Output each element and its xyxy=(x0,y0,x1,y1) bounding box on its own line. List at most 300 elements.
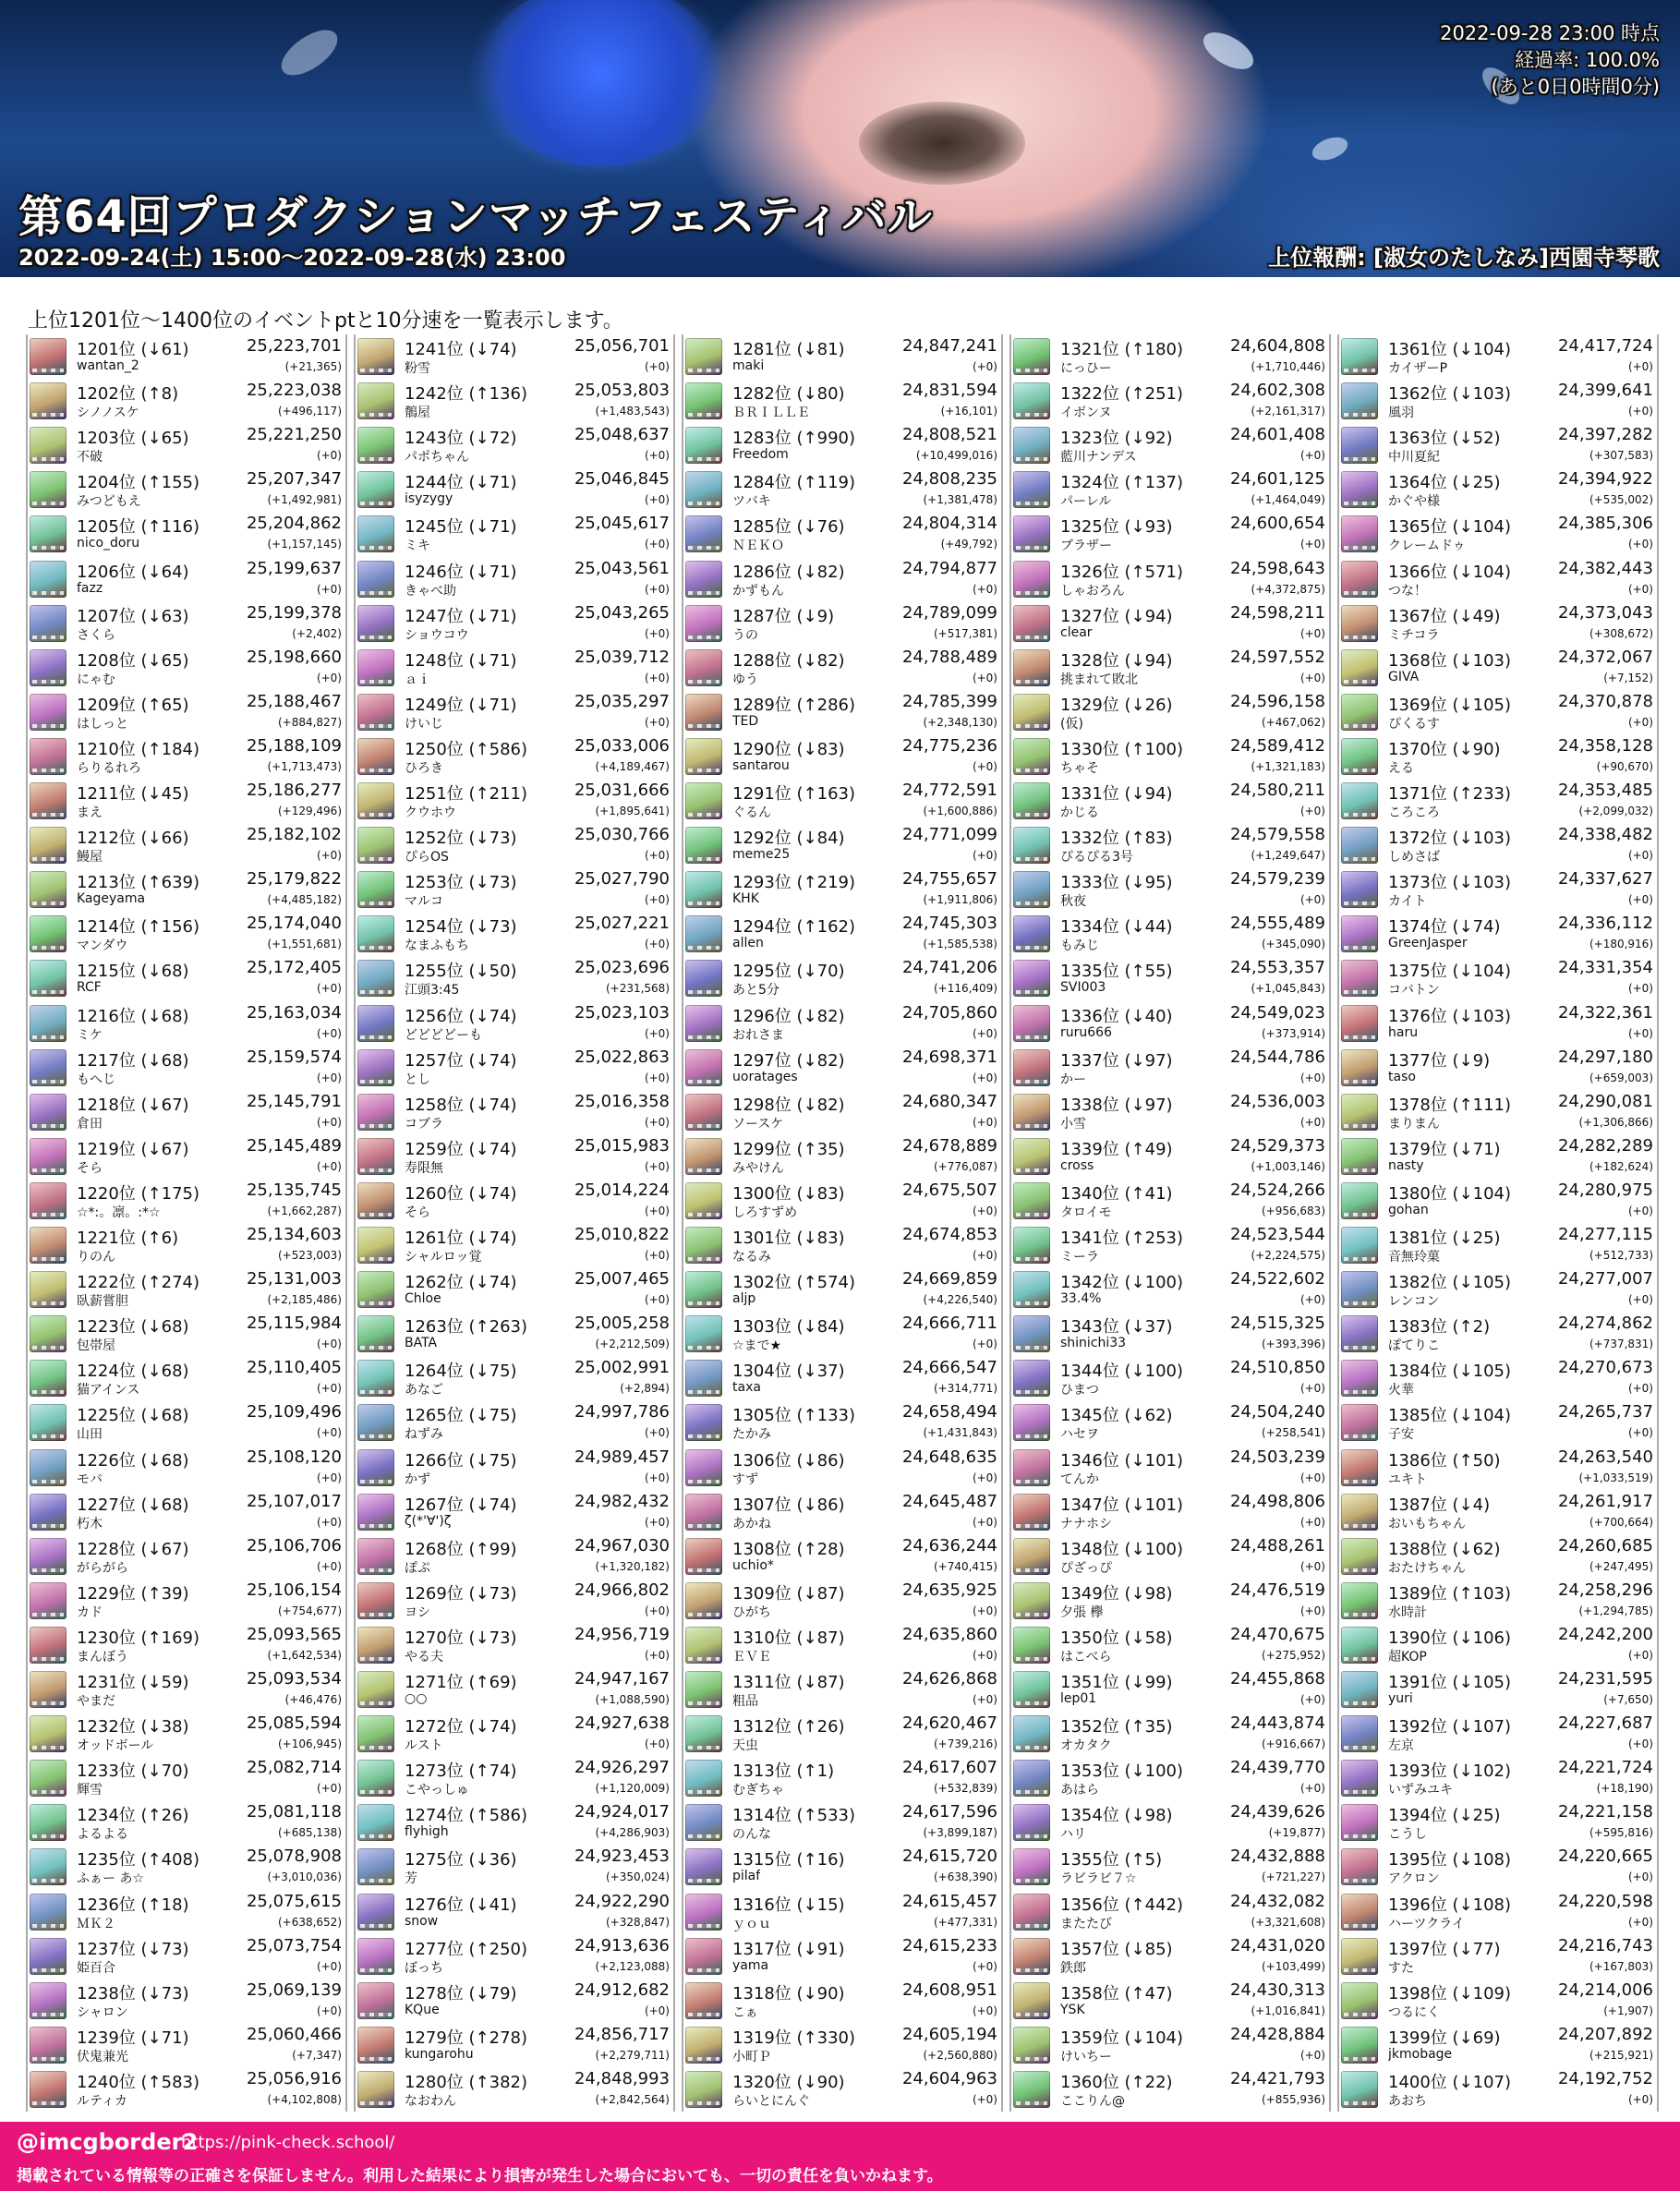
idol-avatar xyxy=(685,915,722,952)
rank-entry xyxy=(1011,1046,1329,1090)
idol-avatar xyxy=(357,1760,394,1797)
rank-label: 1292位 (↓84) xyxy=(732,829,845,849)
idol-avatar xyxy=(1341,915,1378,952)
idol-avatar xyxy=(30,827,66,864)
idol-avatar xyxy=(1013,1982,1050,2019)
producer-name: パーレル xyxy=(1060,494,1112,510)
rank-label: 1228位 (↓67) xyxy=(77,1539,189,1559)
rank-entry xyxy=(28,912,345,956)
points-delta: (+0) xyxy=(316,1071,342,1084)
rank-label: 1361位 (↓104) xyxy=(1388,340,1512,359)
rank-label: 1329位 (↓26) xyxy=(1060,695,1173,715)
event-points: 24,439,770 xyxy=(1229,1758,1325,1778)
idol-avatar xyxy=(685,827,722,864)
event-points: 24,503,239 xyxy=(1229,1447,1325,1467)
points-delta: (+0) xyxy=(644,715,670,729)
producer-name: cross xyxy=(1060,1157,1094,1173)
rank-entry xyxy=(28,1712,345,1756)
rank-label: 1382位 (↓105) xyxy=(1388,1273,1512,1293)
idol-avatar xyxy=(1341,649,1378,686)
idol-avatar xyxy=(357,915,394,952)
idol-avatar xyxy=(30,1404,66,1441)
producer-name: 芳 xyxy=(405,1871,417,1887)
rank-label: 1272位 (↓74) xyxy=(405,1717,517,1737)
points-delta: (+0) xyxy=(1627,2092,1653,2106)
producer-name: 朽木 xyxy=(77,1516,103,1531)
rank-label: 1335位 (↑55) xyxy=(1060,962,1173,982)
event-points: 24,322,361 xyxy=(1557,1002,1653,1023)
event-points: 24,636,244 xyxy=(901,1535,997,1555)
rank-label: 1204位 (↑155) xyxy=(77,473,200,493)
rank-entry xyxy=(356,601,673,646)
idol-avatar xyxy=(1341,1894,1378,1931)
points-delta: (+0) xyxy=(972,1515,997,1529)
points-delta: (+0) xyxy=(644,1471,670,1484)
points-delta: (+0) xyxy=(1627,715,1653,729)
event-points: 25,145,489 xyxy=(246,1135,342,1156)
producer-name: 包帯屋 xyxy=(77,1338,115,1354)
rank-entry xyxy=(1011,379,1329,423)
idol-avatar xyxy=(1013,382,1050,419)
rank-label: 1351位 (↓99) xyxy=(1060,1673,1173,1692)
idol-avatar xyxy=(357,1715,394,1752)
rank-label: 1357位 (↓85) xyxy=(1060,1939,1173,1959)
idol-avatar xyxy=(357,1538,394,1575)
idol-avatar xyxy=(1341,338,1378,375)
rank-label: 1226位 (↓68) xyxy=(77,1450,189,1471)
idol-avatar xyxy=(1013,1938,1050,1975)
idol-avatar xyxy=(357,1360,394,1397)
rank-entry xyxy=(683,1756,1001,1800)
rank-entry xyxy=(356,1490,673,1534)
points-delta: (+0) xyxy=(316,1382,342,1396)
rank-entry xyxy=(1011,1534,1329,1579)
producer-name: 山田 xyxy=(77,1427,103,1443)
event-points: 24,421,793 xyxy=(1229,2068,1325,2088)
account-handle[interactable]: @imcgborder2 xyxy=(17,2129,199,2155)
rank-entry xyxy=(1011,1934,1329,1979)
rank-label: 1273位 (↑74) xyxy=(405,1761,517,1782)
producer-name: 鶺屋 xyxy=(405,406,430,421)
producer-name: 秋夜 xyxy=(1060,894,1086,910)
event-points: 25,199,637 xyxy=(246,558,342,578)
disclaimer: 掲載されている情報等の正確さを保証しません。利用した結果により損害が発生した場合においても、一切の責任を負いかねます。 xyxy=(17,2167,943,2185)
rank-label: 1318位 (↓90) xyxy=(732,1983,845,2003)
points-delta: (+0) xyxy=(316,1959,342,1973)
points-delta: (+4,372,875) xyxy=(1251,582,1325,596)
points-delta: (+0) xyxy=(644,626,670,640)
rank-entry xyxy=(1339,1267,1657,1312)
idol-avatar xyxy=(1013,1538,1050,1575)
idol-avatar xyxy=(357,1671,394,1708)
rank-entry xyxy=(683,1934,1001,1979)
rank-entry xyxy=(28,423,345,467)
idol-avatar xyxy=(30,1671,66,1708)
rank-entry xyxy=(1011,1400,1329,1445)
idol-avatar xyxy=(357,427,394,464)
producer-name: そら xyxy=(77,1160,103,1176)
points-delta: (+0) xyxy=(1299,1515,1325,1529)
idol-avatar xyxy=(685,782,722,819)
event-points: 24,270,673 xyxy=(1557,1358,1653,1378)
rank-label: 1390位 (↓106) xyxy=(1388,1628,1512,1648)
idol-avatar xyxy=(1013,871,1050,908)
rank-entry xyxy=(683,1446,1001,1490)
idol-avatar xyxy=(357,1049,394,1086)
character-eye-illustration xyxy=(859,102,1025,185)
idol-avatar xyxy=(30,427,66,464)
points-delta: (+3,010,036) xyxy=(267,1870,342,1884)
idol-avatar xyxy=(685,649,722,686)
idol-avatar xyxy=(30,782,66,819)
points-delta: (+595,816) xyxy=(1589,1826,1653,1840)
points-delta: (+373,914) xyxy=(1261,1026,1325,1040)
rank-label: 1288位 (↓82) xyxy=(732,650,845,671)
producer-name: もみじ xyxy=(1060,938,1099,954)
rank-entry xyxy=(1011,1090,1329,1134)
rank-entry xyxy=(356,467,673,512)
points-delta: (+4,102,808) xyxy=(267,2092,342,2106)
site-link[interactable]: https://pink-check.school/ xyxy=(181,2133,395,2152)
event-points: 25,186,277 xyxy=(246,781,342,800)
producer-name: ショウコウ xyxy=(405,627,469,643)
rank-label: 1244位 (↓71) xyxy=(405,473,517,493)
points-delta: (+638,652) xyxy=(277,1915,342,1929)
producer-name: ぼっち xyxy=(405,1960,443,1976)
rank-label: 1339位 (↑49) xyxy=(1060,1139,1173,1159)
rank-entry xyxy=(683,1623,1001,1667)
rank-label: 1389位 (↑103) xyxy=(1388,1583,1512,1604)
idol-avatar xyxy=(685,1938,722,1975)
rank-label: 1240位 (↑583) xyxy=(77,2072,200,2092)
producer-name: はこべら xyxy=(1060,1649,1112,1664)
producer-name: ζ(*'∀')ζ xyxy=(405,1513,452,1529)
idol-avatar xyxy=(357,515,394,552)
idol-avatar xyxy=(1013,1627,1050,1664)
rank-entry xyxy=(1339,512,1657,556)
points-delta: (+0) xyxy=(1627,1648,1653,1662)
points-delta: (+1,600,886) xyxy=(923,805,997,817)
rank-label: 1364位 (↓25) xyxy=(1388,473,1501,493)
event-points: 24,775,236 xyxy=(901,735,997,756)
points-delta: (+0) xyxy=(1627,982,1653,996)
rank-entry xyxy=(356,1090,673,1134)
rank-label: 1245位 (↓71) xyxy=(405,517,517,538)
event-points: 24,280,975 xyxy=(1557,1180,1653,1200)
event-points: 24,432,082 xyxy=(1229,1891,1325,1911)
rank-entry xyxy=(1339,1490,1657,1534)
event-points: 24,337,627 xyxy=(1557,869,1653,890)
rank-entry xyxy=(1011,1134,1329,1179)
rank-entry xyxy=(356,646,673,690)
event-points: 24,277,115 xyxy=(1557,1225,1653,1244)
event-points: 24,580,211 xyxy=(1229,781,1325,800)
idol-avatar xyxy=(1013,338,1050,375)
points-delta: (+18,190) xyxy=(1596,1782,1653,1796)
rank-column xyxy=(26,334,347,2112)
producer-name: ぽぷ xyxy=(405,1560,430,1576)
producer-name: ツバキ xyxy=(732,494,771,510)
points-delta: (+0) xyxy=(644,1515,670,1529)
producer-name: ☆*:。凛。:*☆ xyxy=(77,1204,161,1220)
rank-label: 1352位 (↑35) xyxy=(1060,1717,1173,1737)
points-delta: (+0) xyxy=(972,1471,997,1484)
event-points: 25,033,006 xyxy=(574,735,670,756)
event-points: 24,498,806 xyxy=(1229,1491,1325,1511)
event-points: 24,785,399 xyxy=(901,691,997,711)
rank-label: 1392位 (↓107) xyxy=(1388,1717,1512,1737)
idol-avatar xyxy=(1013,1760,1050,1797)
idol-avatar xyxy=(357,1449,394,1486)
event-title: 第64回プロダクションマッチフェスティバル xyxy=(18,191,933,243)
rank-entry xyxy=(1339,1667,1657,1712)
event-points: 24,549,023 xyxy=(1229,1002,1325,1023)
event-points: 24,755,657 xyxy=(901,869,997,890)
rank-label: 1312位 (↑26) xyxy=(732,1717,845,1737)
rank-label: 1313位 (↑1) xyxy=(732,1761,835,1782)
producer-name: 子安 xyxy=(1388,1427,1414,1443)
idol-avatar xyxy=(1013,1894,1050,1931)
points-delta: (+2,894) xyxy=(620,1382,670,1396)
event-points: 25,085,594 xyxy=(246,1713,342,1734)
event-points: 25,207,347 xyxy=(246,469,342,490)
idol-avatar xyxy=(357,1627,394,1664)
points-delta: (+1,381,478) xyxy=(923,493,997,507)
rank-entry xyxy=(356,1623,673,1667)
event-points: 24,912,682 xyxy=(574,1979,670,2000)
idol-avatar xyxy=(1341,1848,1378,1885)
idol-avatar xyxy=(357,694,394,731)
rank-label: 1238位 (↓73) xyxy=(77,1983,189,2003)
idol-avatar xyxy=(1341,1938,1378,1975)
rank-label: 1320位 (↓90) xyxy=(732,2072,845,2092)
rank-entry xyxy=(356,1223,673,1267)
points-delta: (+1,911,806) xyxy=(923,893,997,907)
rank-label: 1300位 (↓83) xyxy=(732,1183,845,1204)
event-points: 25,014,224 xyxy=(574,1180,670,1200)
event-points: 25,056,701 xyxy=(574,336,670,356)
points-delta: (+0) xyxy=(972,1071,997,1084)
producer-name: ひろき xyxy=(405,760,443,776)
rank-entry xyxy=(1011,1356,1329,1400)
event-points: 24,648,635 xyxy=(901,1447,997,1467)
event-points: 24,476,519 xyxy=(1229,1580,1325,1600)
rank-label: 1380位 (↓104) xyxy=(1388,1183,1512,1204)
rank-entry xyxy=(1339,601,1657,646)
points-delta: (+0) xyxy=(1627,1382,1653,1396)
rank-label: 1321位 (↑180) xyxy=(1060,340,1184,359)
idol-avatar xyxy=(685,1848,722,1885)
rank-label: 1282位 (↓80) xyxy=(732,384,845,405)
rank-entry xyxy=(356,1934,673,1979)
rank-label: 1310位 (↓87) xyxy=(732,1628,845,1648)
idol-avatar xyxy=(1013,605,1050,642)
event-points: 24,635,860 xyxy=(901,1624,997,1644)
points-delta: (+0) xyxy=(972,2092,997,2106)
producer-name: 鉄郎 xyxy=(1060,1960,1086,1976)
idol-avatar xyxy=(1341,871,1378,908)
points-delta: (+685,138) xyxy=(277,1826,342,1840)
producer-name: ねずみ xyxy=(405,1427,443,1443)
idol-avatar xyxy=(685,1760,722,1797)
rank-label: 1261位 (↓74) xyxy=(405,1229,517,1248)
rank-entry xyxy=(1339,1223,1657,1267)
rank-entry xyxy=(1011,1623,1329,1667)
points-delta: (+4,286,903) xyxy=(595,1826,670,1840)
points-delta: (+0) xyxy=(316,1559,342,1573)
rank-entry xyxy=(683,334,1001,379)
event-points: 24,847,241 xyxy=(901,336,997,356)
rank-entry xyxy=(356,1712,673,1756)
producer-name: 挑まれて敗北 xyxy=(1060,672,1138,687)
rank-label: 1378位 (↑111) xyxy=(1388,1095,1512,1115)
rank-label: 1236位 (↑18) xyxy=(77,1894,189,1915)
points-delta: (+0) xyxy=(644,538,670,551)
points-delta: (+523,003) xyxy=(277,1249,342,1262)
idol-avatar xyxy=(685,1360,722,1397)
rank-label: 1398位 (↓109) xyxy=(1388,1983,1512,2003)
rank-label: 1306位 (↓86) xyxy=(732,1450,845,1471)
idol-avatar xyxy=(1013,694,1050,731)
rank-label: 1213位 (↑639) xyxy=(77,873,200,893)
rank-label: 1337位 (↓97) xyxy=(1060,1050,1173,1071)
event-points: 24,372,067 xyxy=(1557,647,1653,667)
rank-entry xyxy=(1011,1223,1329,1267)
rank-entry xyxy=(28,1979,345,2023)
rank-label: 1203位 (↓65) xyxy=(77,429,189,449)
event-points: 25,075,615 xyxy=(246,1891,342,1911)
points-delta: (+0) xyxy=(316,1026,342,1040)
producer-name: おれさま xyxy=(732,1027,784,1043)
producer-name: 天虫 xyxy=(732,1738,758,1754)
producer-name: なまふもち xyxy=(405,938,469,954)
producer-name: つるにく xyxy=(1388,2004,1440,2020)
points-delta: (+0) xyxy=(1299,1382,1325,1396)
rank-entry xyxy=(28,1090,345,1134)
rank-entry xyxy=(1339,2023,1657,2067)
idol-avatar xyxy=(30,1182,66,1219)
rank-label: 1346位 (↓101) xyxy=(1060,1450,1184,1471)
event-points: 24,927,638 xyxy=(574,1713,670,1734)
idol-avatar xyxy=(357,2071,394,2108)
event-points: 24,417,724 xyxy=(1557,336,1653,356)
idol-avatar xyxy=(685,338,722,375)
rank-entry xyxy=(1011,2023,1329,2067)
event-points: 25,188,109 xyxy=(246,735,342,756)
idol-avatar xyxy=(1013,1449,1050,1486)
idol-avatar xyxy=(357,827,394,864)
producer-name: KQue xyxy=(405,2002,440,2017)
producer-name: 臥薪嘗胆 xyxy=(77,1294,128,1310)
rank-entry xyxy=(1339,1356,1657,1400)
points-delta: (+1,320,182) xyxy=(595,1559,670,1573)
points-delta: (+1,294,785) xyxy=(1578,1604,1653,1617)
event-points: 25,035,297 xyxy=(574,691,670,711)
event-points: 24,265,737 xyxy=(1557,1402,1653,1422)
producer-name: マンダウ xyxy=(77,938,128,954)
rank-entry xyxy=(356,512,673,556)
points-delta: (+90,670) xyxy=(1596,759,1653,773)
producer-name: fazz xyxy=(77,580,103,596)
rank-entry xyxy=(1011,1845,1329,1889)
rank-label: 1323位 (↓92) xyxy=(1060,429,1173,449)
points-delta: (+116,409) xyxy=(933,982,997,996)
producer-name: ruru666 xyxy=(1060,1024,1112,1040)
points-delta: (+776,087) xyxy=(933,1159,997,1173)
points-delta: (+0) xyxy=(644,1648,670,1662)
points-delta: (+0) xyxy=(972,759,997,773)
event-points: 25,031,666 xyxy=(574,781,670,800)
producer-name: RCF xyxy=(77,980,102,996)
idol-avatar xyxy=(1013,1848,1050,1885)
rank-label: 1264位 (↓75) xyxy=(405,1362,517,1382)
rank-entry xyxy=(683,1223,1001,1267)
event-points: 24,924,017 xyxy=(574,1802,670,1822)
idol-avatar xyxy=(30,1582,66,1619)
idol-avatar xyxy=(30,1938,66,1975)
time-remaining: (あと0日0時間0分) xyxy=(1491,76,1660,98)
idol-avatar xyxy=(685,2027,722,2064)
event-points: 25,010,822 xyxy=(574,1225,670,1244)
producer-name: おいもちゃん xyxy=(1388,1516,1466,1531)
idol-avatar xyxy=(685,1315,722,1352)
producer-name: そら xyxy=(405,1204,430,1220)
rank-entry xyxy=(1339,779,1657,823)
points-delta: (+4,189,467) xyxy=(595,759,670,773)
event-points: 25,045,617 xyxy=(574,514,670,534)
event-points: 24,674,853 xyxy=(901,1225,997,1244)
rank-entry xyxy=(1339,1179,1657,1223)
rank-label: 1370位 (↓90) xyxy=(1388,739,1501,759)
rank-entry xyxy=(683,1667,1001,1712)
rank-label: 1325位 (↓93) xyxy=(1060,517,1173,538)
idol-avatar xyxy=(685,1049,722,1086)
producer-name: さくら xyxy=(77,627,115,643)
rank-label: 1224位 (↓68) xyxy=(77,1362,189,1382)
rank-label: 1324位 (↑137) xyxy=(1060,473,1184,493)
idol-avatar xyxy=(685,605,722,642)
producer-name: 藍川ナンデス xyxy=(1060,450,1137,466)
producer-name: のんな xyxy=(732,1827,771,1843)
points-delta: (+307,583) xyxy=(1589,449,1653,463)
rank-entry xyxy=(683,779,1001,823)
rank-entry xyxy=(356,1001,673,1046)
rank-label: 1332位 (↑83) xyxy=(1060,829,1173,849)
rank-label: 1278位 (↓79) xyxy=(405,1983,517,2003)
event-points: 25,172,405 xyxy=(246,958,342,978)
rank-entry xyxy=(356,334,673,379)
producer-name: ここりん@ xyxy=(1060,2093,1125,2109)
points-delta: (+0) xyxy=(644,671,670,684)
rank-label: 1231位 (↓59) xyxy=(77,1673,189,1692)
event-points: 24,553,357 xyxy=(1229,958,1325,978)
rank-entry xyxy=(683,1312,1001,1356)
event-points: 24,536,003 xyxy=(1229,1091,1325,1111)
points-delta: (+0) xyxy=(1299,626,1325,640)
event-points: 24,443,874 xyxy=(1229,1713,1325,1734)
rank-label: 1291位 (↑163) xyxy=(732,784,856,804)
rank-entry xyxy=(1339,423,1657,467)
points-delta: (+328,847) xyxy=(605,1915,670,1929)
idol-avatar xyxy=(357,1227,394,1264)
producer-name: Chloe xyxy=(405,1291,441,1307)
rank-label: 1363位 (↓52) xyxy=(1388,429,1501,449)
rank-label: 1258位 (↓74) xyxy=(405,1095,517,1115)
points-delta: (+275,952) xyxy=(1261,1648,1325,1662)
producer-name: コブラ xyxy=(405,1116,443,1132)
event-points: 24,216,743 xyxy=(1557,1935,1653,1955)
idol-avatar xyxy=(30,1538,66,1575)
